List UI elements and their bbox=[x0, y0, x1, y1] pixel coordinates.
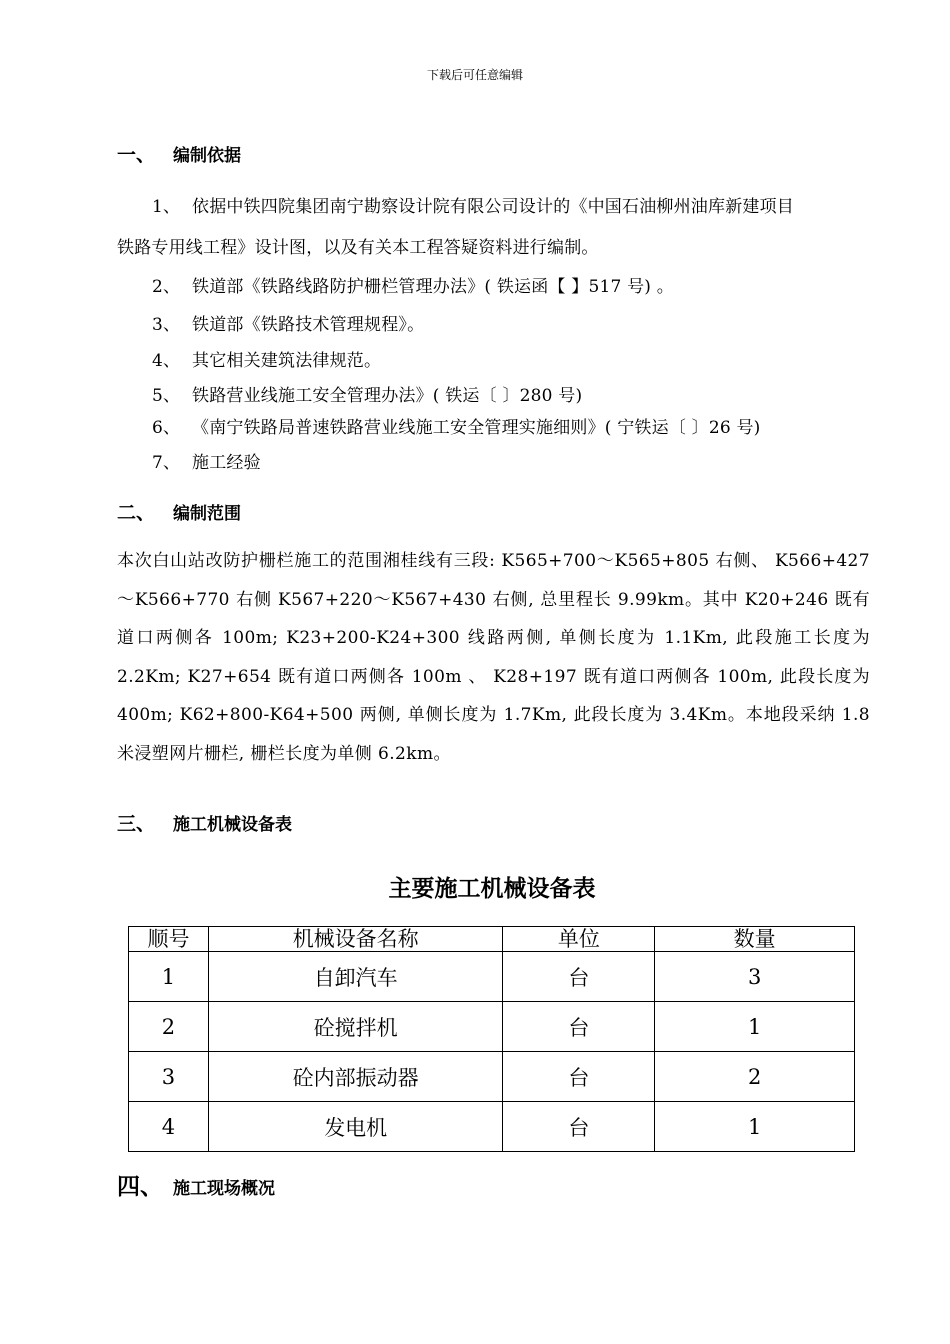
section-number: 三、 bbox=[117, 813, 156, 835]
cell-unit: 台 bbox=[503, 1102, 655, 1152]
basis-item-4 bbox=[152, 346, 381, 371]
basis-item-5 bbox=[152, 381, 582, 406]
table-title: 主要施工机械设备表 bbox=[388, 876, 596, 902]
item-text: 依据中铁四院集团南宁勘察设计院有限公司设计的《中国石油柳州油库新建项目 bbox=[192, 197, 794, 217]
cell-quantity: 1 bbox=[655, 1102, 855, 1152]
cell-quantity: 3 bbox=[655, 952, 855, 1002]
basis-item-1 bbox=[152, 192, 794, 217]
table-header-row bbox=[129, 927, 855, 952]
item-text: 《南宁铁路局普速铁路营业线施工安全管理实施细则》( 宁铁运〔 〕26 号) bbox=[192, 418, 761, 438]
cell-number: 4 bbox=[129, 1102, 209, 1152]
header-cell-number: 顺号 bbox=[129, 927, 209, 952]
item-number: 2、 bbox=[152, 277, 181, 297]
item-number: 3、 bbox=[152, 315, 181, 335]
item-number: 7、 bbox=[152, 453, 181, 473]
item-text: 铁道部《铁路线路防护栅栏管理办法》( 铁运函【 】517 号) 。 bbox=[192, 277, 674, 297]
basis-item-1-continued: 铁路专用线工程》设计图，以及有关本工程答疑资料进行编制。 bbox=[117, 238, 599, 258]
cell-number: 1 bbox=[129, 952, 209, 1002]
item-number: 6、 bbox=[152, 418, 181, 438]
section-title: 编制范围 bbox=[173, 504, 241, 524]
section-title: 编制依据 bbox=[173, 146, 241, 166]
header-cell-quantity: 数量 bbox=[655, 927, 855, 952]
section-heading-1 bbox=[117, 140, 241, 167]
section-heading-2 bbox=[117, 498, 241, 525]
basis-item-7 bbox=[152, 448, 261, 473]
table-row bbox=[129, 1002, 855, 1052]
header-cell-name: 机械设备名称 bbox=[208, 927, 503, 952]
item-text: 铁路营业线施工安全管理办法》( 铁运〔 〕280 号) bbox=[192, 386, 583, 406]
item-text: 铁道部《铁路技术管理规程》。 bbox=[192, 315, 425, 335]
cell-quantity: 1 bbox=[655, 1002, 855, 1052]
cell-name: 砼搅拌机 bbox=[208, 1002, 503, 1052]
cell-unit: 台 bbox=[503, 952, 655, 1002]
basis-item-3 bbox=[152, 310, 424, 335]
cell-name: 砼内部振动器 bbox=[208, 1052, 503, 1102]
cell-name: 自卸汽车 bbox=[208, 952, 503, 1002]
basis-item-6 bbox=[152, 413, 761, 438]
section-number: 二、 bbox=[117, 502, 156, 524]
equipment-table bbox=[128, 926, 855, 1152]
cell-number: 2 bbox=[129, 1002, 209, 1052]
table-row bbox=[129, 1052, 855, 1102]
section-title: 施工机械设备表 bbox=[173, 815, 292, 835]
header-cell-unit: 单位 bbox=[503, 927, 655, 952]
item-text: 其它相关建筑法律规范。 bbox=[192, 351, 382, 371]
item-number: 1、 bbox=[152, 197, 181, 217]
section-number: 一、 bbox=[117, 144, 156, 166]
cell-quantity: 2 bbox=[655, 1052, 855, 1102]
cell-unit: 台 bbox=[503, 1002, 655, 1052]
scope-paragraph: 本次白山站改防护栅栏施工的范围湘桂线有三段: K565+700～K565+805 右侧、 K566+427～K566+770 右侧 K567+220～K567+430 右侧, 总里程长 9.99km。其中 K20+246 既有道口两侧各 100m; K23+200-K24+300 线路两侧, 单侧长度为 1.1Km, 此段施工长度为 2.2Km; K27+654 既有道口两侧各 100m 、 K28+197 既有道口两侧各 100m, 此段长度为 400m; K62+800-K64+500 两侧, 单侧长度为 1.7Km, 此段长度为 3.4Km。本地段采纳 1.8 米浸塑网片栅栏, 栅栏长度为单侧 6.2km。 bbox=[117, 551, 870, 764]
item-text: 施工经验 bbox=[192, 453, 261, 473]
page-header: 下载后可任意编辑 bbox=[426, 68, 523, 82]
cell-number: 3 bbox=[129, 1052, 209, 1102]
item-number: 4、 bbox=[152, 351, 181, 371]
section-title: 施工现场概况 bbox=[173, 1179, 275, 1199]
section-heading-4 bbox=[117, 1168, 275, 1201]
section-heading-3 bbox=[117, 809, 292, 836]
cell-unit: 台 bbox=[503, 1052, 655, 1102]
item-number: 5、 bbox=[152, 386, 181, 406]
cell-name: 发电机 bbox=[208, 1102, 503, 1152]
table-row bbox=[129, 1102, 855, 1152]
section-number: 四、 bbox=[117, 1174, 163, 1200]
table-row bbox=[129, 952, 855, 1002]
basis-item-2 bbox=[152, 272, 674, 297]
